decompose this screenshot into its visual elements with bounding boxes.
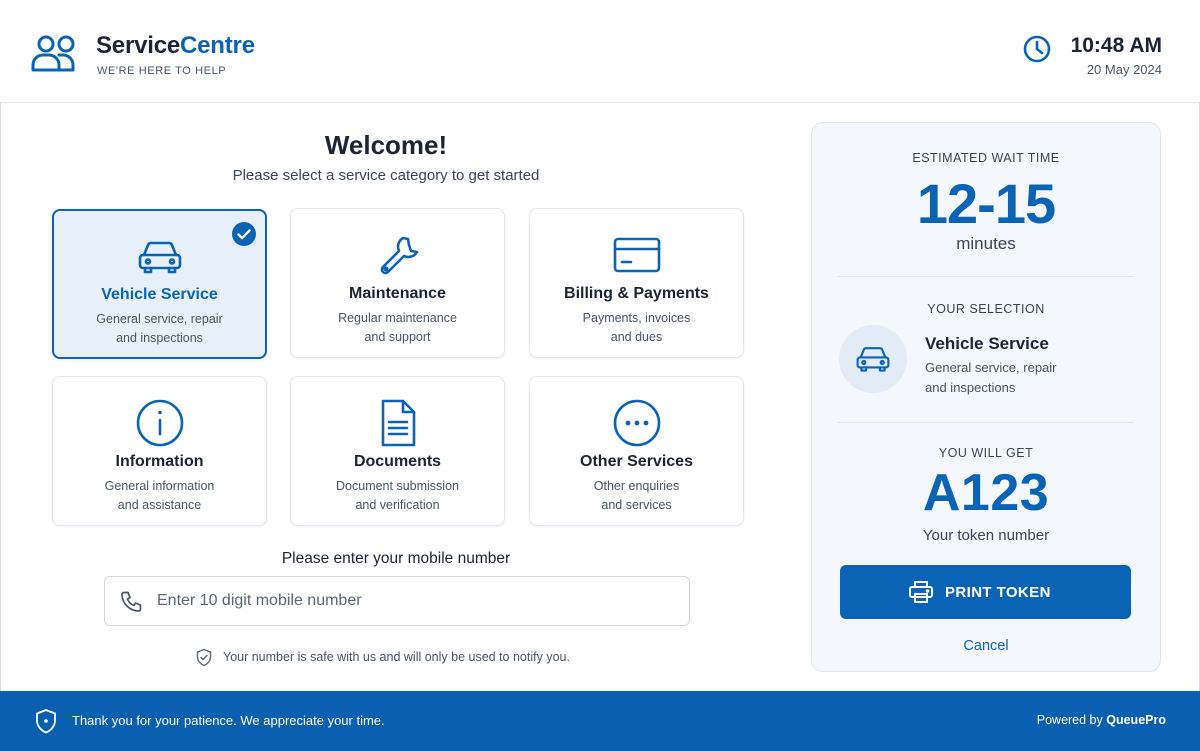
brand-name-part2: Centre [180,32,255,59]
mobile-number-field[interactable] [104,576,690,626]
service-card-title: Vehicle Service [101,286,218,303]
service-card-description: Payments, invoices and dues [582,311,691,344]
page-subtitle: Please select a service category to get started [232,167,540,184]
service-card-other-services[interactable] [529,376,744,526]
service-card-description: General service, repair and inspections [96,312,223,345]
service-card-title: Other Services [580,453,693,470]
powered-by: Powered by QueuePro [1036,713,1166,727]
car-icon [852,339,894,379]
cancel-link[interactable]: Cancel [963,638,1009,654]
service-card-maintenance[interactable] [290,208,505,358]
print-token-label: PRINT TOKEN [945,584,1051,601]
service-card-description: Other enquiries and services [593,479,680,512]
token-label: YOU WILL GET [938,446,1034,460]
service-card-title: Information [115,453,204,470]
token-number: A123 [922,464,1050,522]
wrench-icon [372,229,424,281]
print-token-button[interactable] [840,565,1131,619]
brand-name [96,32,255,60]
service-card-description: Document submission and verification [336,479,459,512]
current-time: 10:48 AM [1070,34,1162,57]
service-card-title: Maintenance [349,285,446,302]
phone-icon [119,590,143,614]
service-card-title: Documents [353,453,442,470]
wait-time-label: ESTIMATED WAIT TIME [912,151,1060,165]
selection-label: YOUR SELECTION [927,302,1045,316]
brand-tagline: WE'RE HERE TO HELP [97,65,227,77]
mobile-number-label: Please enter your mobile number [281,550,511,567]
service-card-title: Billing & Payments [564,285,709,302]
current-date: 20 May 2024 [1086,62,1162,77]
selection-title: Vehicle Service [925,334,1049,353]
check-icon [231,221,257,247]
more-icon [611,397,663,449]
service-card-documents[interactable] [290,376,505,526]
shield-check-icon [195,648,213,667]
mobile-number-input[interactable] [157,585,677,617]
footer [0,691,1200,751]
token-summary-panel [811,122,1161,672]
footer-message: Thank you for your patience. We appreciate your time. [72,713,385,728]
privacy-note-text: Your number is safe with us and will only be used to notify you. [223,650,570,664]
token-caption: Your token number [922,527,1050,544]
printer-icon [908,580,934,604]
header [0,0,1200,103]
shield-icon [34,708,58,735]
divider [838,276,1134,277]
service-card-billing-payments[interactable] [529,208,744,358]
wait-time-value: 12-15 [916,172,1056,235]
service-card-description: General information and assistance [104,479,215,512]
selection-avatar [839,325,907,393]
document-icon [372,397,424,449]
powered-by-brand: QueuePro [1106,713,1166,727]
car-icon [134,231,186,283]
selection-description: General service, repair and inspections [925,360,1057,395]
service-card-vehicle-service[interactable] [52,209,267,359]
people-icon [30,33,82,73]
service-card-description: Regular maintenance and support [338,311,457,344]
service-card-information[interactable] [52,376,267,526]
page-title: Welcome! [324,130,448,160]
brand-name-part1: Service [96,32,181,59]
wait-time-unit: minutes [956,234,1016,253]
card-icon [611,229,663,281]
clock-icon [1022,34,1052,64]
divider [838,422,1134,423]
info-icon [134,397,186,449]
